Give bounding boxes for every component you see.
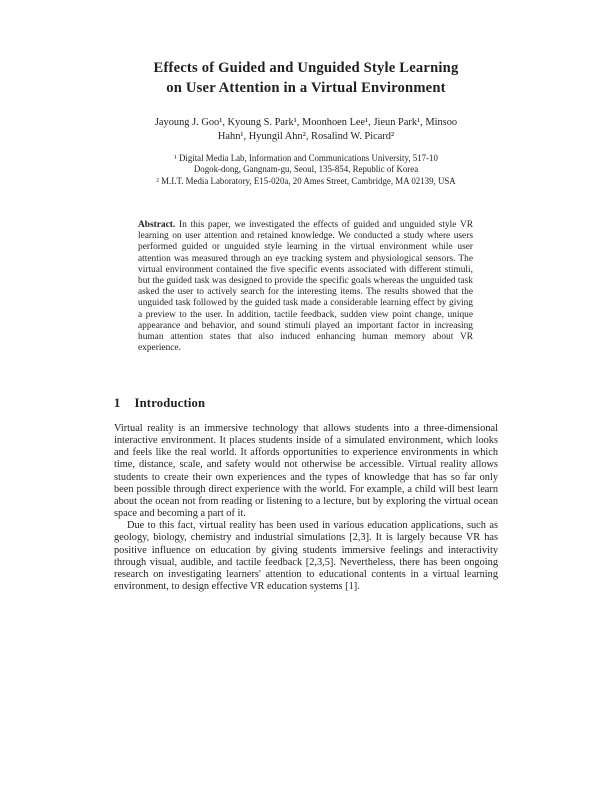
paper-title [106, 59, 506, 98]
affiliation-line-3: ² M.I.T. Media Laboratory, E15-020a, 20 Ames Street, Cambridge, MA 02139, USA [156, 175, 456, 186]
abstract [138, 220, 473, 354]
paragraph: Due to this fact, virtual reality has been used in various education applications, such as geology, biology, chemistry and industrial simulations [2,3]. It is largely because VR has positive influence on education by giving students immersive feelings and interactivity through visual, audible, and tactile feedback [2,3,5]. Nevertheless, there has been ongoing research on investigating learners' attention to educational contents in a virtual learning environment, to design effective VR education systems [1]. [114, 520, 498, 593]
author-list [96, 116, 516, 145]
section-heading-introduction [114, 396, 205, 411]
author-line-2: Hahn¹, Hyungil Ahn², Rosalind W. Picard² [217, 131, 395, 143]
paragraph: Virtual reality is an immersive technology that allows students into a three-dimensional interactive environment. It places students inside of a simulated environment, which looks and feels like the real world. It affords opportunities to experience environments in which time, distance, scale, and safety would not otherwise be accessible. Virtual reality allows students to create their own experiences and the types of knowledge that has so far only been possible through direct experience with the world. For example, a child will best learn about the ocean not from reading or listening to a lecture, but by exploring the virtual ocean space and becoming a part of it. [114, 423, 498, 520]
section-number: 1 [114, 396, 121, 410]
paper-title-line-1: Effects of Guided and Unguided Style Learning [153, 60, 459, 76]
section-body [114, 423, 498, 593]
abstract-text: In this paper, we investigated the effects of guided and unguided style VR learning on user attention and retained knowledge. We conducted a study where users performed guided or unguided style learning in the virtual environment while user attention was measured through an eye tracking system and physiological sensors. The virtual environment contained the five specific events associated with different stimuli, but the guided task was designed to provide the specific goals whereas the unguided task asked the user to actively search for the interesting items. The results showed that the unguided task followed by the guided task made a considerable learning effect by giving a preview to the user. In addition, tactile feedback, sudden view point change, unique appearance and behavior, and sound stimuli played an important factor in increasing human attention states that also induced enhancing human memory about VR experience. [138, 220, 474, 354]
affiliation-line-2: Dogok-dong, Gangnam-gu, Seoul, 135-854, Republic of Korea [193, 164, 419, 175]
author-line-1: Jayoung J. Goo¹, Kyoung S. Park¹, Moonhoen Lee¹, Jieun Park¹, Minsoo [154, 117, 458, 128]
affiliation-line-1: ¹ Digital Media Lab, Information and Communications University, 517-10 [174, 153, 438, 163]
section-title: Introduction [134, 396, 206, 410]
affiliations [86, 153, 526, 187]
abstract-label: Abstract. [138, 220, 176, 230]
paper-title-line-2: on User Attention in a Virtual Environment [166, 79, 446, 96]
